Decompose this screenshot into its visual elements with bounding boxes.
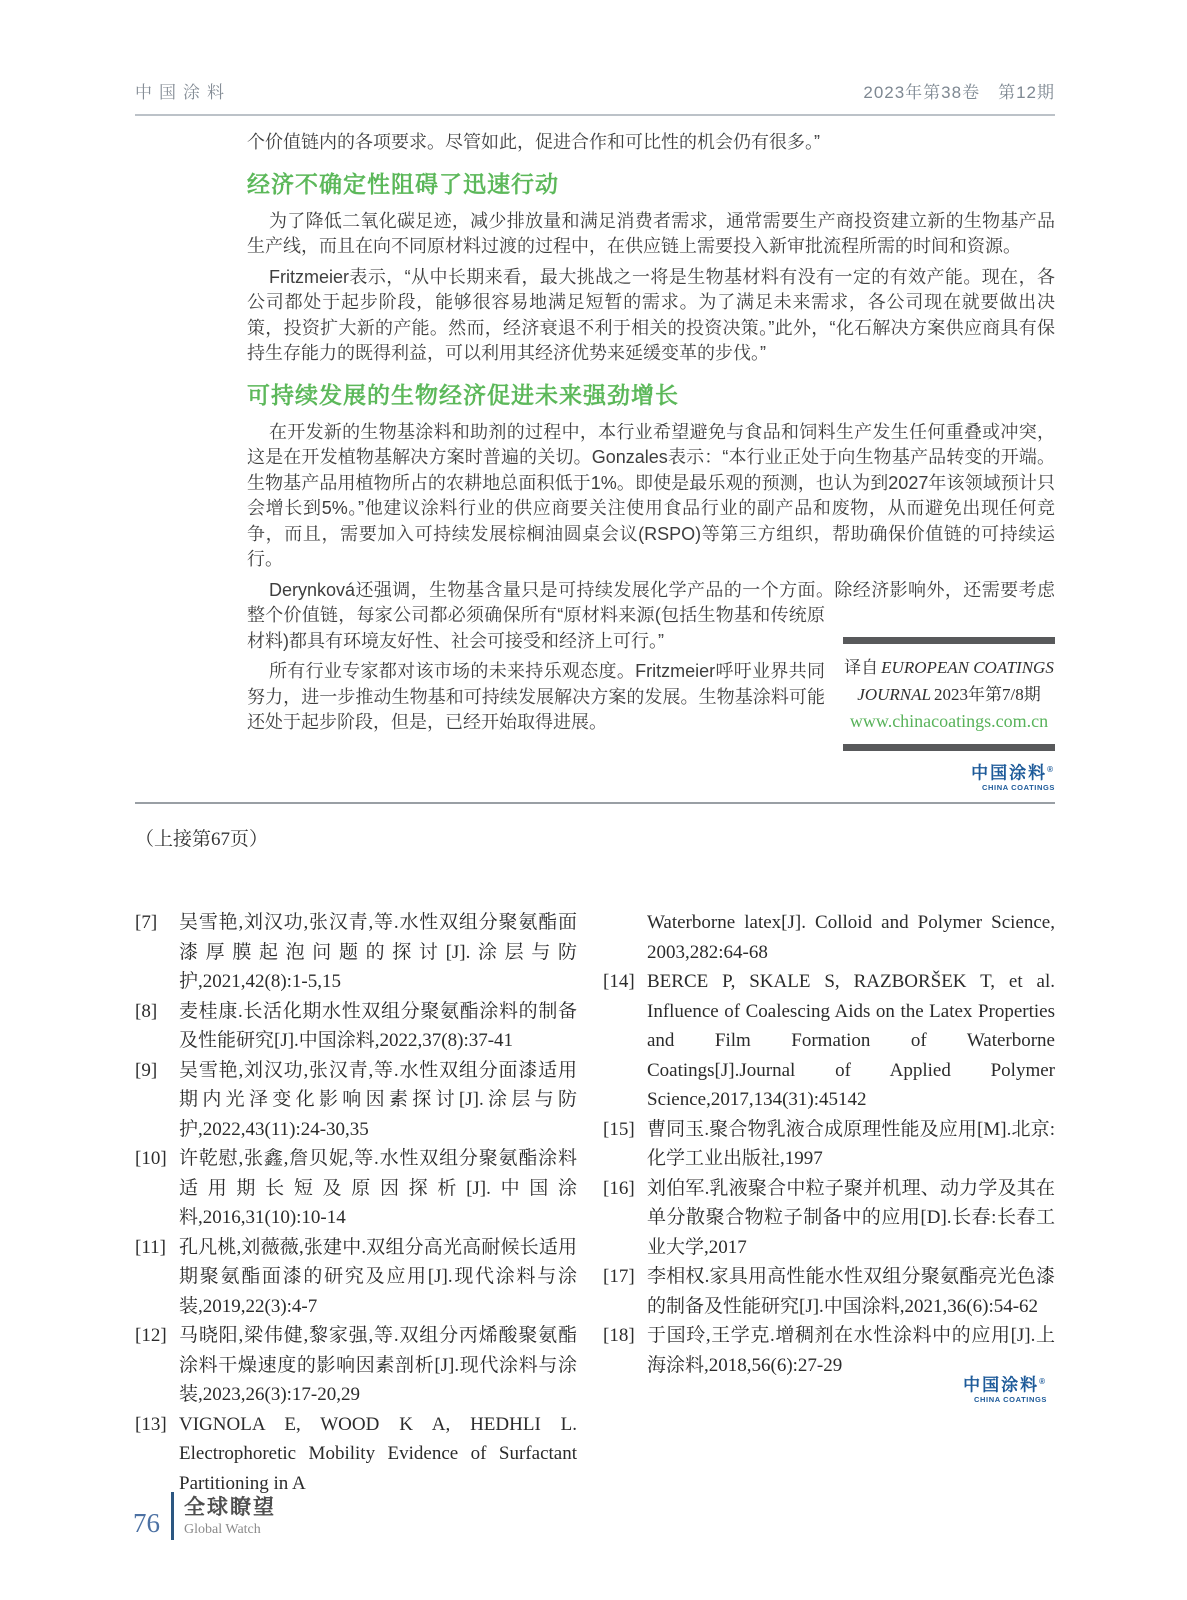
reference-column-right (603, 908, 1055, 1498)
reference-number: [7] (135, 912, 158, 933)
reference-number: [9] (135, 1059, 158, 1081)
reference-list (135, 908, 1055, 1498)
reference-item (135, 1410, 577, 1499)
article-body (247, 130, 1055, 793)
reference-text: 孔凡桃,刘薇薇,张建中.双组分高光高耐候长适用期聚氨酯面漆的研究及应用[J].现代涂料与涂装,2019,22(3):4-7 (179, 1236, 577, 1317)
reference-number: [11] (135, 1236, 166, 1258)
reference-item (603, 1115, 1055, 1174)
reference-item (135, 908, 577, 997)
reference-item (135, 1056, 577, 1145)
logo-en-text: CHINA COATINGS (982, 782, 1055, 792)
reference-number: [16] (603, 1177, 635, 1199)
reference-column-left (135, 908, 577, 1498)
reference-text: 许乾慰,张鑫,詹贝妮,等.水性双组分聚氨酯涂料适用期长短及原因探析[J].中国涂料,2016,31(10):10-14 (179, 1148, 577, 1228)
logo-cn-text: 中国涂料® (963, 1375, 1047, 1395)
reference-item (603, 1262, 1055, 1321)
paragraph-text: 链，每家公司都必须确保所有“原材料来源(包括生物基和传统原材料)都具有环境友好性、社会可接受和经济上可行。” (247, 605, 825, 651)
paragraph: 为了降低二氧化碳足迹，减少排放量和满足消费者需求，通常需要生产商投资建立新的生物基产品生产线，而且在向不同原材料过渡的过程中，在供应链上需要投入新审批流程所需的时间和资源。 (247, 210, 1055, 256)
page-footer (133, 1492, 276, 1540)
reference-number: [13] (135, 1413, 167, 1435)
source-prefix: 译自 (844, 658, 879, 677)
section-name-en: Global Watch (184, 1521, 261, 1537)
source-note (843, 654, 1055, 708)
reference-text: 李相权.家具用高性能水性双组分聚氨酯亮光色漆的制备及性能研究[J].中国涂料,2021,36(6):54-62 (647, 1266, 1055, 1317)
reference-text: 马晓阳,梁伟健,黎家强,等.双组分丙烯酸聚氨酯涂料干燥速度的影响因素剖析[J].现代涂料与涂装,2023,26(3):17-20,29 (179, 1325, 577, 1405)
reference-number: [17] (603, 1266, 635, 1287)
section-name-cn: 全球瞭望 (184, 1495, 276, 1519)
paragraph: Fritzmeier表示，“从中长期来看，最大挑战之一将是生物基材料有没有一定的有效产能。现在，各公司都处于起步阶段，能够很容易地满足短暂的需求。为了满足未来需求，各公司现在就要做出决策，投资扩大新的产能。然而，经济衰退不利于相关的投资决策。”此外，“化石解决方案供应商具有保持生存能力的既得利益，可以利用其经济优势来延缓变革的步伐。” (247, 266, 1055, 363)
reference-text: 曹同玉.聚合物乳液合成原理性能及应用[M].北京:化学工业出版社,1997 (647, 1118, 1055, 1169)
footer-divider-bar (171, 1492, 174, 1540)
reference-number: [18] (603, 1325, 635, 1346)
paragraph-text: Derynková还强调，生物基含量只是可持续发展化学产品的一个方面。除经济影响外，还需要考虑整个价值 (247, 579, 1055, 625)
continuation-note: （上接第67页） (135, 829, 269, 850)
reference-text: 吴雪艳,刘汉功,张汉青,等.水性双组分聚氨酯面漆厚膜起泡问题的探讨[J].涂层与防护,2021,42(8):1-5,15 (179, 912, 577, 992)
reference-text: Waterborne latex[J]. Colloid and Polymer Science, 2003,282:64-68 (647, 912, 1055, 963)
registered-mark: ® (1039, 1377, 1047, 1386)
reference-text: 刘伯军.乳液聚合中粒子聚并机理、动力学及其在单分散聚合物粒子制备中的应用[D].长春:长春工业大学,2017 (647, 1177, 1055, 1258)
reference-item (135, 1144, 577, 1233)
reference-number: [8] (135, 1000, 158, 1022)
china-coatings-logo (843, 760, 1055, 793)
reference-item (135, 1321, 577, 1410)
divider-bar-bottom (843, 744, 1055, 751)
logo-en-text: CHINA COATINGS (974, 1394, 1047, 1404)
section-heading-1: 经济不确定性阻碍了迅速行动 (247, 170, 559, 197)
reference-number: [15] (603, 1118, 635, 1140)
reference-item (603, 908, 1055, 967)
page-header (135, 78, 1055, 116)
continued-paragraph: 个价值链内的各项要求。尽管如此，促进合作和可比性的机会仍有很多。” (247, 132, 820, 152)
reference-number: [12] (135, 1325, 167, 1346)
reference-item (603, 967, 1055, 1115)
reference-text: 于国玲,王学克.增稠剂在水性涂料中的应用[J].上海涂料,2018,56(6):27-29 (647, 1325, 1055, 1376)
source-attribution-box (843, 637, 1055, 793)
reference-item (135, 997, 577, 1056)
section-divider (135, 802, 1055, 804)
journal-brand: 中国涂料 (135, 83, 231, 102)
website-link[interactable]: www.chinacoatings.com.cn (849, 711, 1049, 731)
section-heading-2: 可持续发展的生物经济促进未来强劲增长 (247, 381, 679, 408)
china-coatings-logo (963, 1372, 1047, 1405)
reference-number (603, 908, 647, 967)
reference-text: VIGNOLA E, WOOD K A, HEDHLI L. Electrophoretic Mobility Evidence of Surfactant Partitioning in A (179, 1413, 577, 1494)
source-issue: 2023年第7/8期 (933, 685, 1041, 704)
reference-text: BERCE P, SKALE S, RAZBORŠEK T, et al. Influence of Coalescing Aids on the Latex Properties and Film Formation of Waterborne Coatings[J].Journal of Applied Polymer Science,2017,134(31):45142 (647, 971, 1055, 1110)
section-label (184, 1492, 276, 1540)
closing-paragraph: 所有行业专家都对该市场的未来持乐观态度。Fritzmeier呼吁业界共同努力，进一步推动生物基和可持续发展解决方案的发展。生物基涂料可能还处于起步阶段，但是，已经开始取得进展。 (247, 661, 825, 732)
issue-info: 2023年第38卷 第12期 (863, 83, 1055, 102)
reference-item (603, 1174, 1055, 1263)
reference-text: 吴雪艳,刘汉功,张汉青,等.水性双组分面漆适用期内光泽变化影响因素探讨[J].涂层与防护,2022,43(11):24-30,35 (179, 1059, 577, 1140)
paragraph: 在开发新的生物基涂料和助剂的过程中，本行业希望避免与食品和饲料生产发生任何重叠或冲突，这是在开发植物基解决方案时普遍的关切。Gonzales表示：“本行业正处于向生物基产品转变的开端。生物基产品用植物所占的农耕地总面积低于1%。即使是最乐观的预测，也认为到2027年该领域预计只会增长到5%。”他建议涂料行业的供应商要关注使用食品行业的副产品和废物，从而避免出现任何竞争，而且，需要加入可持续发展棕榈油圆桌会议(RSPO)等第三方组织，帮助确保价值链的可持续运行。 (247, 421, 1055, 569)
registered-mark: ® (1047, 765, 1055, 774)
page-number: 76 (133, 1508, 160, 1538)
source-journal-title: EUROPEAN COATINGS JOURNAL (857, 658, 1054, 704)
reference-item (135, 1233, 577, 1322)
reference-text: 麦桂康.长活化期水性双组分聚氨酯涂料的制备及性能研究[J].中国涂料,2022,37(8):37-41 (179, 1000, 577, 1051)
logo-cn-text: 中国涂料® (971, 763, 1055, 783)
divider-bar-top (843, 637, 1055, 644)
reference-number: [10] (135, 1148, 167, 1169)
reference-number: [14] (603, 971, 635, 992)
